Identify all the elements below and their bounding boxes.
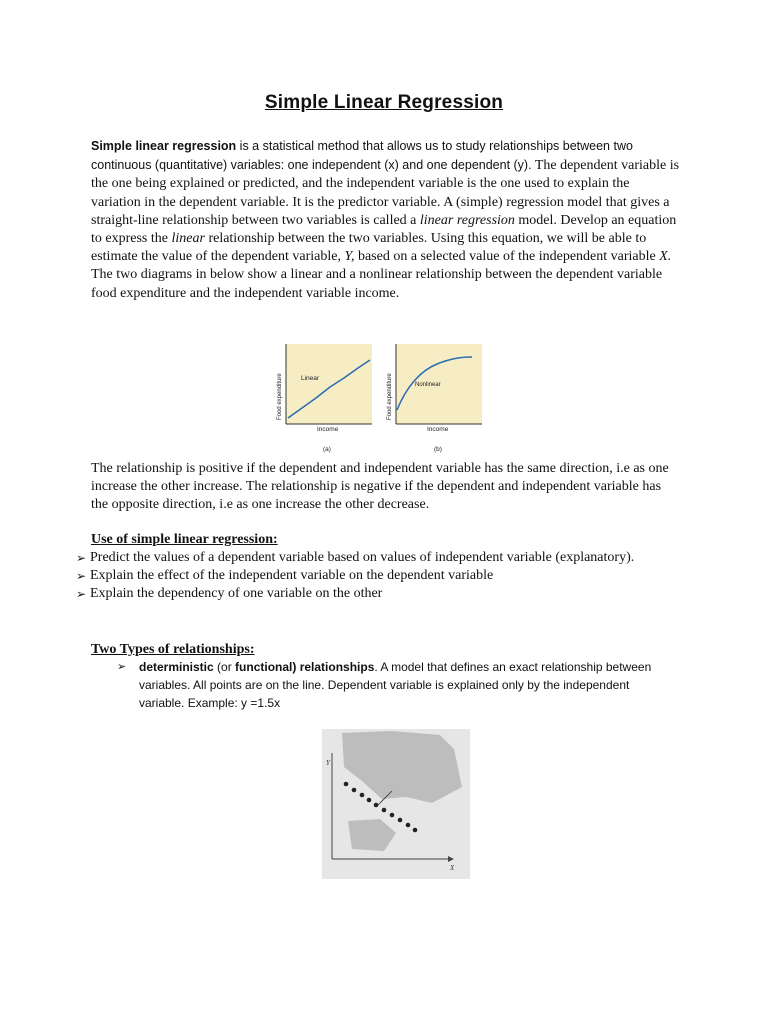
figure-nonlinear-caption: (b) [434,446,442,453]
scatter-point [406,823,411,828]
scatter-ylabel: Y [326,759,330,767]
page-title: Simple Linear Regression [264,92,504,113]
uses-heading: Use of simple linear regression: [91,532,278,547]
scatter-point [360,793,365,798]
figure-linear [277,344,372,453]
arrowhead-bullet-icon: ➢ [76,551,87,565]
uses-list [76,549,696,604]
scatter-point [344,782,349,787]
types-mid: (or [213,660,236,674]
arrowhead-bullet-icon: ➢ [117,661,127,673]
arrowhead-bullet-icon: ➢ [76,587,87,602]
figure-nonlinear-label: Nonlinear [415,382,441,388]
types-rest: . A model that defines an exact relationship between variables. All points are on the line. Dependent variable is explained only by the independent variable. Example: y =1.5x [139,660,652,710]
scatter-point [413,828,418,833]
figure-linear-background [286,344,372,424]
scatter-point [374,803,379,808]
scatter-point [398,818,403,823]
scatter-point [390,813,395,818]
figure-nonlinear-ylabel: Food expenditure [387,373,393,420]
intro-text-1: The dependent variable is the one being explained or predicted, and the independent variable is the one used to explain the variation in the dependent variable. It is the predictor variable. A (simple) regression model that gives a straight-line relationship between two variables is called a [91,158,680,228]
figure-nonlinear-xlabel: Income [427,426,449,433]
intro-text-5: The two diagrams in below show a linear and a nonlinear relationship between the dependent variable food expenditure and the independent variable income. [91,267,663,301]
figure-linear-caption: (a) [323,446,331,453]
scatter-point [382,808,387,813]
intro-text-2: model. Develop an equation to express the [91,212,677,247]
intro-lead-bold: Simple linear regression [91,139,237,153]
uses-item-text: Explain the effect of the independent variable on the dependent variable [90,568,494,584]
types-bold-2: functional) relationships [235,660,375,674]
types-item [117,658,677,712]
intro-paragraph [91,137,681,303]
intro-italic-1: linear regression [419,212,515,228]
list-item [76,549,696,567]
intro-text-3: relationship between the two variables. Using this equation, we will be able to estimate the value of the dependent variable, [91,231,647,265]
uses-item-text: Predict the values of a dependent variable based on values of independent variable (explanatory). [90,550,635,565]
scatter-point [367,798,372,803]
figure-linear-ylabel: Food expenditure [277,373,283,420]
uses-item-text: Explain the dependency of one variable on the other [90,586,383,602]
relationship-paragraph: The relationship is positive if the dependent and independent variable has the same direction, i.e as one increase the other increase. The relationship is negative if the dependent and independent variable has the opposite direction, i.e as one increase the other decrease. [91,461,669,513]
types-bold-1: deterministic [139,660,214,674]
list-item [76,567,696,585]
list-item [76,585,696,603]
arrowhead-bullet-icon: ➢ [76,569,87,584]
intro-lead-rest: is a statistical method that allows us to study relationships between two continuous (quantitative) variables: one independent (x) and one dependent (y). [91,139,633,173]
linear-nonlinear-figures [272,340,492,458]
types-heading: Two Types of relationships: [91,642,255,657]
intro-italic-3: Y, [344,249,355,265]
scatter-xlabel: X [450,864,455,872]
figure-nonlinear [387,344,482,453]
intro-italic-2: linear [171,231,205,247]
figure-linear-xlabel: Income [317,426,339,433]
intro-italic-4: X. [659,249,672,265]
intro-text-4: based on a selected value of the independent variable [354,249,660,265]
figure-linear-label: Linear [301,375,320,382]
scatter-point [352,788,357,793]
deterministic-scatter-figure [322,729,470,879]
